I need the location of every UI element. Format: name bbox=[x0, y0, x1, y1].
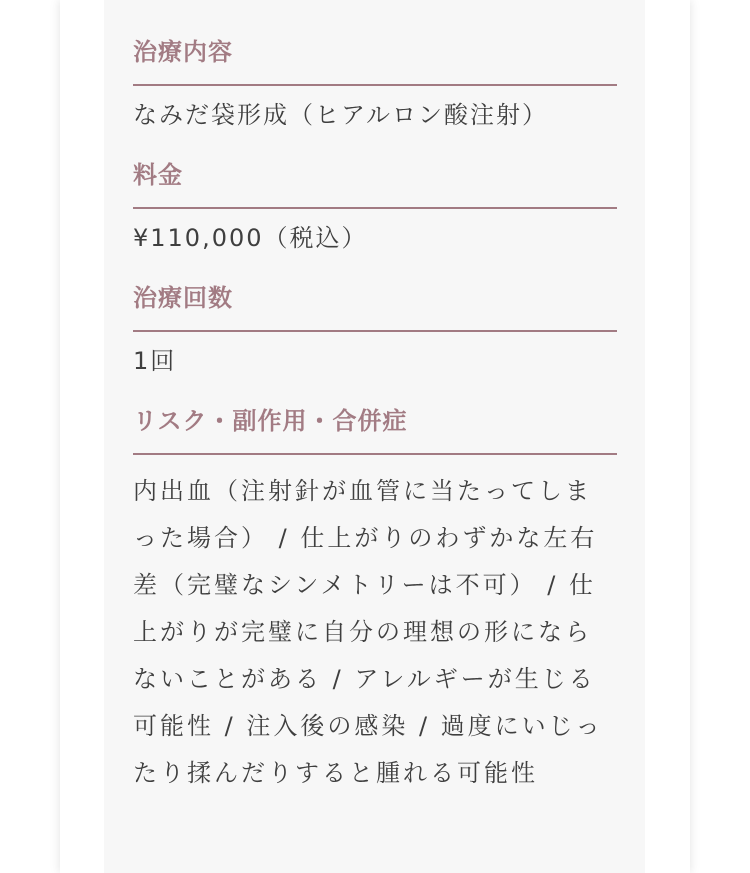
risk-heading: リスク・副作用・合併症 bbox=[133, 399, 617, 455]
risk-text: 内出血（注射針が血管に当たってしまった場合） / 仕上がりのわずかな左右差（完璧なシンメトリーは不可） / 仕上がりが完璧に自分の理想の形にならないことがある / アレルギーが生じる可能性 / 注入後の感染 / 過度にいじったり揉んだりすると腫れる可能性 bbox=[133, 477, 603, 787]
treatment-count-text: 1回 bbox=[133, 347, 177, 375]
price-heading: 料金 bbox=[133, 153, 617, 209]
treatment-count-section bbox=[133, 276, 617, 385]
treatment-content-heading: 治療内容 bbox=[133, 30, 617, 86]
price-section bbox=[133, 153, 617, 262]
treatment-content-text: なみだ袋形成（ヒアルロン酸注射） bbox=[133, 101, 549, 129]
treatment-content-section bbox=[133, 30, 617, 139]
treatment-info-panel bbox=[104, 0, 645, 873]
risk-section bbox=[133, 399, 617, 797]
price-text: ¥110,000（税込） bbox=[133, 224, 368, 252]
treatment-count-heading: 治療回数 bbox=[133, 276, 617, 332]
